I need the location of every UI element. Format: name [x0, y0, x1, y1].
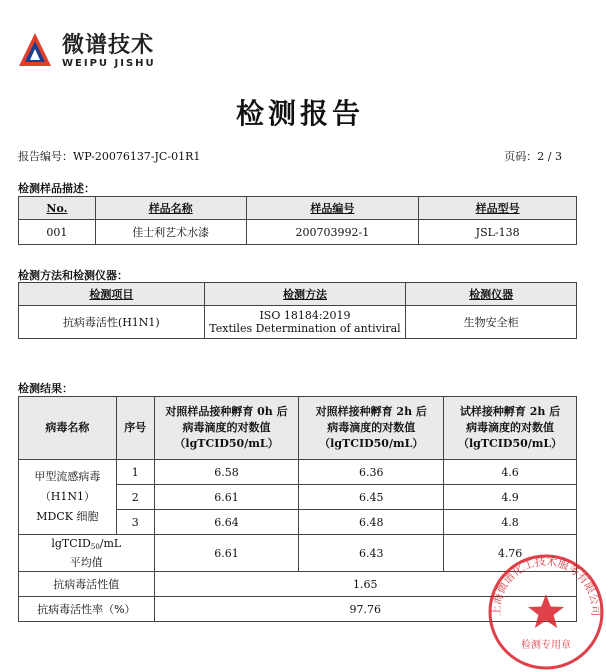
header-sample-model: 样品型号	[419, 197, 577, 220]
cell-seq: 3	[116, 510, 154, 535]
cell-average-label	[19, 535, 155, 572]
cell-rate-label: 抗病毒活性率（%）	[19, 597, 155, 622]
unit-text: /mL	[99, 537, 122, 550]
header-line: 试样接种孵育 2h 后	[459, 405, 561, 418]
header-no: No.	[19, 197, 96, 220]
header-line: （lgTCID50/mL）	[174, 437, 279, 450]
cell-sample-2h: 4.8	[444, 510, 577, 535]
cell-seq: 2	[116, 485, 154, 510]
header-line: 病毒滴度的对数值	[327, 421, 416, 434]
cell-sample-model: JSL-138	[419, 220, 577, 245]
cell-sample-2h: 4.6	[444, 460, 577, 485]
header-test-item: 检测项目	[19, 283, 205, 306]
header-line: （lgTCID50/mL）	[457, 437, 563, 450]
cell-control-0h: 6.64	[154, 510, 299, 535]
method-line-1: ISO 18184:2019	[259, 309, 351, 322]
average-label: 平均值	[69, 556, 103, 569]
cell-control-2h: 6.45	[299, 485, 444, 510]
method-line-2: Textiles Determination of antiviral	[209, 322, 401, 335]
cell-activity-label: 抗病毒活性值	[19, 572, 155, 597]
method-section-title: 检测方法和检测仪器：	[18, 269, 128, 282]
stamp-star-icon	[528, 594, 564, 628]
company-logo	[18, 28, 178, 76]
cell-control-0h: 6.61	[154, 485, 299, 510]
header-control-2h	[299, 397, 444, 460]
logo-name-en: WEIPU JISHU	[62, 58, 156, 69]
method-table	[18, 282, 577, 339]
report-number: 报告编号：WP-20076137-JC-01R1	[18, 150, 201, 163]
header-control-0h	[154, 397, 299, 460]
table-header-row	[19, 283, 577, 306]
sample-section-title: 检测样品描述：	[18, 182, 95, 195]
sample-table	[18, 196, 577, 245]
cell-rate-value: 97.76	[154, 597, 576, 622]
official-stamp	[486, 552, 606, 672]
average-unit	[19, 535, 154, 554]
page-title: 检测报告	[235, 97, 364, 130]
unit-subscript: 50	[90, 543, 100, 551]
logo-mark-icon	[18, 32, 52, 68]
virus-line: （H1N1）	[39, 490, 95, 503]
cell-avg-control-2h: 6.43	[299, 535, 444, 572]
header-line: （lgTCID50/mL）	[319, 437, 424, 450]
cell-sample-name: 佳士利艺术水漆	[95, 220, 246, 245]
table-header-row	[19, 397, 577, 460]
logo-name-cn: 微谱技术	[62, 33, 155, 58]
unit-text: lgTCID	[51, 537, 91, 550]
cell-virus-name	[19, 460, 117, 535]
cell-control-0h: 6.58	[154, 460, 299, 485]
header-virus-name: 病毒名称	[19, 397, 117, 460]
table-row	[19, 460, 577, 485]
cell-seq: 1	[116, 460, 154, 485]
cell-control-2h: 6.48	[299, 510, 444, 535]
table-row	[19, 220, 577, 245]
virus-line: 甲型流感病毒	[34, 470, 101, 483]
cell-avg-sample-2h: 4.76	[444, 535, 577, 572]
header-sample-number: 样品编号	[246, 197, 419, 220]
cell-activity-value: 1.65	[154, 572, 576, 597]
header-test-method: 检测方法	[204, 283, 406, 306]
cell-sample-2h: 4.9	[444, 485, 577, 510]
header-line: 病毒滴度的对数值	[182, 421, 271, 434]
cell-test-method	[204, 306, 406, 339]
header-sample-name: 样品名称	[95, 197, 246, 220]
cell-no: 001	[19, 220, 96, 245]
virus-line: MDCK 细胞	[36, 510, 99, 523]
table-row	[19, 306, 577, 339]
header-line: 病毒滴度的对数值	[466, 421, 555, 434]
table-header-row	[19, 197, 577, 220]
cell-sample-number: 200703992-1	[246, 220, 419, 245]
cell-test-instrument: 生物安全柜	[406, 306, 577, 339]
cell-control-2h: 6.36	[299, 460, 444, 485]
header-seq: 序号	[116, 397, 154, 460]
cell-avg-control-0h: 6.61	[154, 535, 299, 572]
header-line: 对照样品接种孵育 0h 后	[165, 405, 288, 418]
header-line: 对照样接种孵育 2h 后	[315, 405, 427, 418]
header-test-instrument: 检测仪器	[406, 283, 577, 306]
stamp-ring-text: 上海微谱化工技术服务有限公司	[489, 554, 603, 617]
cell-test-item: 抗病毒活性(H1N1)	[19, 306, 205, 339]
page-number: 页码：2 / 3	[504, 150, 562, 163]
result-section-title: 检测结果：	[18, 382, 73, 395]
header-sample-2h	[444, 397, 577, 460]
stamp-center-text: 检测专用章	[521, 640, 571, 651]
